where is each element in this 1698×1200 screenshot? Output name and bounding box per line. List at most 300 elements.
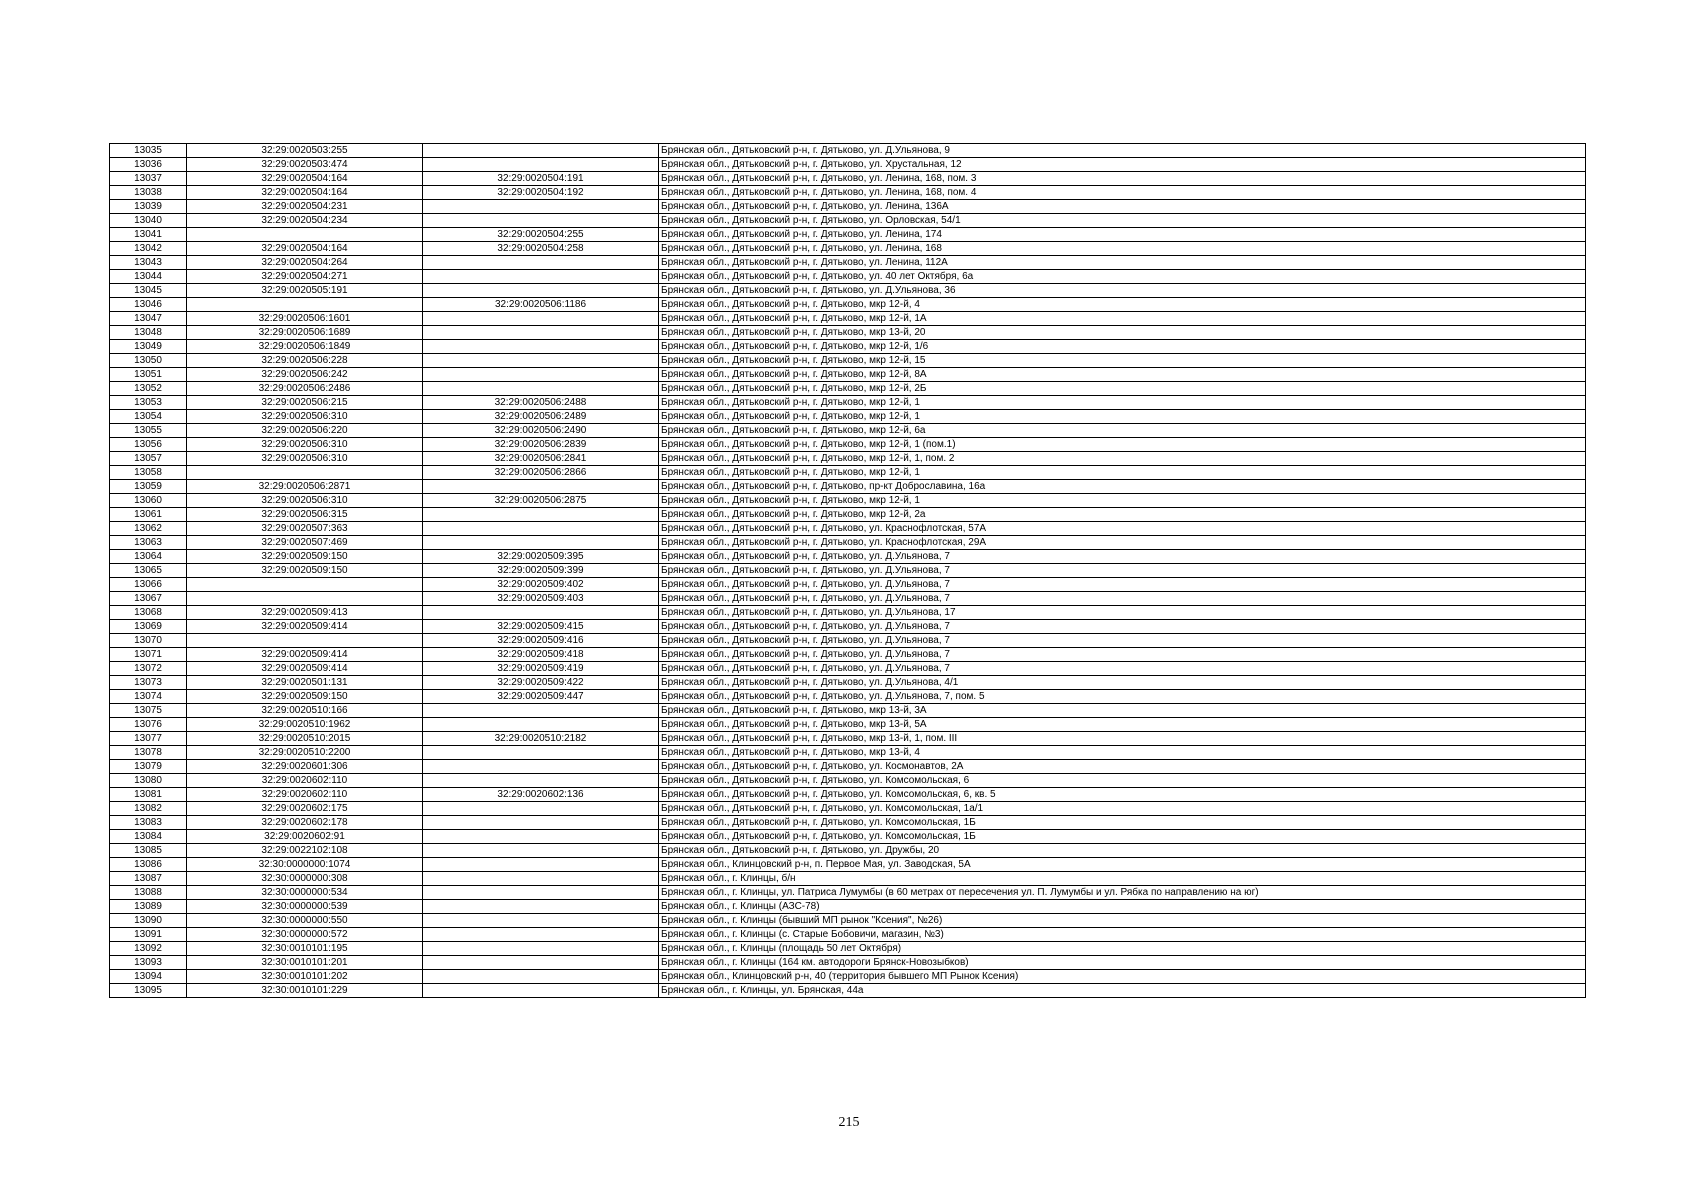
cadastral-number-cell: [187, 228, 423, 242]
address-cell: Брянская обл., г. Клинцы, ул. Патриса Лумумбы (в 60 метрах от пересечения ул. П. Лумумбы и ул. Рябка по направлению на юг): [659, 886, 1586, 900]
object-cadastral-number-cell: [423, 844, 659, 858]
object-cadastral-number-cell: 32:29:0020506:2488: [423, 396, 659, 410]
row-number-cell: 13067: [110, 592, 187, 606]
cadastral-number-cell: 32:29:0020506:315: [187, 508, 423, 522]
cadastral-number-cell: 32:29:0020506:310: [187, 410, 423, 424]
object-cadastral-number-cell: [423, 270, 659, 284]
row-number-cell: 13048: [110, 326, 187, 340]
address-cell: Брянская обл., Дятьковский р-н, г. Дятьково, ул. Хрустальная, 12: [659, 158, 1586, 172]
address-cell: Брянская обл., Дятьковский р-н, г. Дятьково, мкр 12-й, 8А: [659, 368, 1586, 382]
cadastral-number-cell: 32:30:0010101:229: [187, 984, 423, 998]
cadastral-number-cell: 32:29:0020510:2200: [187, 746, 423, 760]
row-number-cell: 13045: [110, 284, 187, 298]
object-cadastral-number-cell: [423, 956, 659, 970]
address-cell: Брянская обл., Дятьковский р-н, г. Дятьково, мкр 12-й, 1: [659, 396, 1586, 410]
object-cadastral-number-cell: [423, 886, 659, 900]
row-number-cell: 13082: [110, 802, 187, 816]
address-cell: Брянская обл., Дятьковский р-н, г. Дятьково, мкр 13-й, 5А: [659, 718, 1586, 732]
table-row: [110, 718, 1586, 732]
cadastral-number-cell: 32:29:0020506:220: [187, 424, 423, 438]
object-cadastral-number-cell: [423, 858, 659, 872]
table-row: [110, 746, 1586, 760]
row-number-cell: 13043: [110, 256, 187, 270]
object-cadastral-number-cell: [423, 368, 659, 382]
address-cell: Брянская обл., Дятьковский р-н, г. Дятьково, мкр 12-й, 1/6: [659, 340, 1586, 354]
object-cadastral-number-cell: [423, 816, 659, 830]
table-row: [110, 984, 1586, 998]
row-number-cell: 13058: [110, 466, 187, 480]
table-row: [110, 606, 1586, 620]
address-cell: Брянская обл., Дятьковский р-н, г. Дятьково, ул. Д.Ульянова, 7, пом. 5: [659, 690, 1586, 704]
row-number-cell: 13035: [110, 144, 187, 158]
address-cell: Брянская обл., г. Клинцы (бывший МП рынок "Ксения", №26): [659, 914, 1586, 928]
object-cadastral-number-cell: 32:29:0020509:415: [423, 620, 659, 634]
table-row: [110, 578, 1586, 592]
row-number-cell: 13071: [110, 648, 187, 662]
object-cadastral-number-cell: [423, 354, 659, 368]
address-cell: Брянская обл., Дятьковский р-н, г. Дятьково, ул. Ленина, 136А: [659, 200, 1586, 214]
cadastral-number-cell: 32:29:0020506:310: [187, 452, 423, 466]
row-number-cell: 13059: [110, 480, 187, 494]
row-number-cell: 13094: [110, 970, 187, 984]
object-cadastral-number-cell: [423, 326, 659, 340]
cadastral-number-cell: 32:30:0000000:539: [187, 900, 423, 914]
address-cell: Брянская обл., Дятьковский р-н, г. Дятьково, мкр 12-й, 4: [659, 298, 1586, 312]
table-row: [110, 662, 1586, 676]
address-cell: Брянская обл., г. Клинцы, ул. Брянская, 44а: [659, 984, 1586, 998]
row-number-cell: 13073: [110, 676, 187, 690]
table-row: [110, 858, 1586, 872]
table-row: [110, 760, 1586, 774]
cadastral-number-cell: 32:29:0020602:178: [187, 816, 423, 830]
row-number-cell: 13081: [110, 788, 187, 802]
object-cadastral-number-cell: 32:29:0020509:403: [423, 592, 659, 606]
row-number-cell: 13053: [110, 396, 187, 410]
address-cell: Брянская обл., Дятьковский р-н, г. Дятьково, ул. Д.Ульянова, 7: [659, 648, 1586, 662]
cadastral-number-cell: 32:29:0022102:108: [187, 844, 423, 858]
table-row: [110, 816, 1586, 830]
table-row: [110, 200, 1586, 214]
row-number-cell: 13062: [110, 522, 187, 536]
object-cadastral-number-cell: [423, 508, 659, 522]
row-number-cell: 13049: [110, 340, 187, 354]
cadastral-number-cell: 32:29:0020509:150: [187, 690, 423, 704]
address-cell: Брянская обл., Дятьковский р-н, г. Дятьково, ул. Краснофлотская, 57А: [659, 522, 1586, 536]
object-cadastral-number-cell: 32:29:0020602:136: [423, 788, 659, 802]
object-cadastral-number-cell: 32:29:0020509:447: [423, 690, 659, 704]
object-cadastral-number-cell: 32:29:0020506:2489: [423, 410, 659, 424]
address-cell: Брянская обл., Дятьковский р-н, г. Дятьково, мкр 13-й, 3А: [659, 704, 1586, 718]
object-cadastral-number-cell: [423, 214, 659, 228]
row-number-cell: 13083: [110, 816, 187, 830]
table-row: [110, 564, 1586, 578]
table-row: [110, 228, 1586, 242]
address-cell: Брянская обл., Дятьковский р-н, г. Дятьково, ул. Д.Ульянова, 7: [659, 662, 1586, 676]
object-cadastral-number-cell: [423, 928, 659, 942]
row-number-cell: 13077: [110, 732, 187, 746]
cadastral-number-cell: 32:29:0020506:310: [187, 494, 423, 508]
row-number-cell: 13086: [110, 858, 187, 872]
cadastral-number-cell: 32:29:0020507:363: [187, 522, 423, 536]
table-row: [110, 914, 1586, 928]
table-row: [110, 368, 1586, 382]
object-cadastral-number-cell: [423, 536, 659, 550]
address-cell: Брянская обл., г. Клинцы, б/н: [659, 872, 1586, 886]
table-row: [110, 158, 1586, 172]
address-cell: Брянская обл., Дятьковский р-н, г. Дятьково, ул. Д.Ульянова, 7: [659, 620, 1586, 634]
table-row: [110, 830, 1586, 844]
table-row: [110, 284, 1586, 298]
address-cell: Брянская обл., Дятьковский р-н, г. Дятьково, мкр 12-й, 2Б: [659, 382, 1586, 396]
row-number-cell: 13085: [110, 844, 187, 858]
address-cell: Брянская обл., Дятьковский р-н, г. Дятьково, ул. Дружбы, 20: [659, 844, 1586, 858]
cadastral-number-cell: 32:30:0000000:550: [187, 914, 423, 928]
cadastral-number-cell: 32:30:0000000:534: [187, 886, 423, 900]
address-cell: Брянская обл., Дятьковский р-н, г. Дятьково, мкр 12-й, 1: [659, 410, 1586, 424]
address-cell: Брянская обл., Дятьковский р-н, г. Дятьково, мкр 12-й, 1: [659, 466, 1586, 480]
cadastral-number-cell: 32:29:0020510:166: [187, 704, 423, 718]
row-number-cell: 13064: [110, 550, 187, 564]
object-cadastral-number-cell: 32:29:0020509:418: [423, 648, 659, 662]
row-number-cell: 13072: [110, 662, 187, 676]
table-row: [110, 522, 1586, 536]
cadastral-number-cell: 32:30:0010101:202: [187, 970, 423, 984]
object-cadastral-number-cell: [423, 704, 659, 718]
row-number-cell: 13093: [110, 956, 187, 970]
cadastral-number-cell: 32:29:0020504:271: [187, 270, 423, 284]
row-number-cell: 13044: [110, 270, 187, 284]
table-row: [110, 186, 1586, 200]
cadastral-number-cell: 32:29:0020506:1601: [187, 312, 423, 326]
cadastral-number-cell: 32:30:0000000:572: [187, 928, 423, 942]
object-cadastral-number-cell: [423, 200, 659, 214]
row-number-cell: 13038: [110, 186, 187, 200]
cadastral-number-cell: 32:29:0020501:131: [187, 676, 423, 690]
object-cadastral-number-cell: 32:29:0020506:2875: [423, 494, 659, 508]
cadastral-number-cell: 32:29:0020509:150: [187, 564, 423, 578]
row-number-cell: 13061: [110, 508, 187, 522]
cadastral-number-cell: 32:29:0020509:414: [187, 662, 423, 676]
table-row: [110, 732, 1586, 746]
address-cell: Брянская обл., Дятьковский р-н, г. Дятьково, ул. Д.Ульянова, 7: [659, 564, 1586, 578]
cadastral-number-cell: 32:29:0020504:164: [187, 186, 423, 200]
object-cadastral-number-cell: [423, 900, 659, 914]
object-cadastral-number-cell: [423, 606, 659, 620]
cadastral-number-cell: [187, 634, 423, 648]
row-number-cell: 13075: [110, 704, 187, 718]
table-row: [110, 410, 1586, 424]
row-number-cell: 13074: [110, 690, 187, 704]
table-row: [110, 592, 1586, 606]
cadastral-number-cell: 32:29:0020601:306: [187, 760, 423, 774]
object-cadastral-number-cell: [423, 340, 659, 354]
object-cadastral-number-cell: [423, 746, 659, 760]
row-number-cell: 13037: [110, 172, 187, 186]
row-number-cell: 13054: [110, 410, 187, 424]
row-number-cell: 13046: [110, 298, 187, 312]
cadastral-number-cell: 32:29:0020506:215: [187, 396, 423, 410]
row-number-cell: 13065: [110, 564, 187, 578]
address-cell: Брянская обл., Дятьковский р-н, г. Дятьково, мкр 12-й, 15: [659, 354, 1586, 368]
row-number-cell: 13052: [110, 382, 187, 396]
table-row: [110, 452, 1586, 466]
row-number-cell: 13066: [110, 578, 187, 592]
table-row: [110, 550, 1586, 564]
object-cadastral-number-cell: [423, 382, 659, 396]
table-row: [110, 494, 1586, 508]
cadastral-number-cell: 32:29:0020509:413: [187, 606, 423, 620]
address-cell: Брянская обл., Дятьковский р-н, г. Дятьково, мкр 12-й, 1 (пом.1): [659, 438, 1586, 452]
address-cell: Брянская обл., Дятьковский р-н, г. Дятьково, ул. Комсомольская, 1а/1: [659, 802, 1586, 816]
row-number-cell: 13057: [110, 452, 187, 466]
row-number-cell: 13047: [110, 312, 187, 326]
address-cell: Брянская обл., Дятьковский р-н, г. Дятьково, пр-кт Доброславина, 16а: [659, 480, 1586, 494]
cadastral-number-cell: 32:29:0020506:310: [187, 438, 423, 452]
row-number-cell: 13092: [110, 942, 187, 956]
table-row: [110, 242, 1586, 256]
object-cadastral-number-cell: 32:29:0020506:2839: [423, 438, 659, 452]
object-cadastral-number-cell: [423, 760, 659, 774]
address-cell: Брянская обл., Дятьковский р-н, г. Дятьково, ул. Космонавтов, 2А: [659, 760, 1586, 774]
table-row: [110, 270, 1586, 284]
address-cell: Брянская обл., г. Клинцы (АЗС-78): [659, 900, 1586, 914]
table-row: [110, 480, 1586, 494]
cadastral-number-cell: 32:29:0020504:164: [187, 242, 423, 256]
cadastral-number-cell: 32:29:0020506:242: [187, 368, 423, 382]
table-row: [110, 620, 1586, 634]
object-cadastral-number-cell: 32:29:0020506:2866: [423, 466, 659, 480]
table-row: [110, 872, 1586, 886]
object-cadastral-number-cell: [423, 942, 659, 956]
object-cadastral-number-cell: 32:29:0020509:422: [423, 676, 659, 690]
cadastral-number-cell: 32:29:0020504:231: [187, 200, 423, 214]
table-row: [110, 340, 1586, 354]
row-number-cell: 13051: [110, 368, 187, 382]
object-cadastral-number-cell: [423, 144, 659, 158]
address-cell: Брянская обл., Дятьковский р-н, г. Дятьково, ул. Комсомольская, 1Б: [659, 830, 1586, 844]
cadastral-number-cell: 32:30:0000000:1074: [187, 858, 423, 872]
address-cell: Брянская обл., Дятьковский р-н, г. Дятьково, ул. Ленина, 174: [659, 228, 1586, 242]
cadastral-number-cell: 32:30:0010101:201: [187, 956, 423, 970]
address-cell: Брянская обл., Дятьковский р-н, г. Дятьково, мкр 12-й, 2а: [659, 508, 1586, 522]
row-number-cell: 13070: [110, 634, 187, 648]
cadastral-number-cell: 32:29:0020602:110: [187, 774, 423, 788]
table-row: [110, 214, 1586, 228]
row-number-cell: 13076: [110, 718, 187, 732]
address-cell: Брянская обл., Дятьковский р-н, г. Дятьково, ул. Краснофлотская, 29А: [659, 536, 1586, 550]
table-row: [110, 312, 1586, 326]
address-cell: Брянская обл., Клинцовский р-н, п. Первое Мая, ул. Заводская, 5А: [659, 858, 1586, 872]
address-cell: Брянская обл., Дятьковский р-н, г. Дятьково, ул. Ленина, 168, пом. 3: [659, 172, 1586, 186]
address-cell: Брянская обл., Дятьковский р-н, г. Дятьково, ул. Д.Ульянова, 4/1: [659, 676, 1586, 690]
cadastral-number-cell: 32:29:0020503:255: [187, 144, 423, 158]
object-cadastral-number-cell: 32:29:0020504:191: [423, 172, 659, 186]
cadastral-number-cell: 32:29:0020509:414: [187, 620, 423, 634]
table-row: [110, 424, 1586, 438]
cadastral-number-cell: 32:30:0000000:308: [187, 872, 423, 886]
registry-table: [109, 143, 1586, 998]
object-cadastral-number-cell: [423, 774, 659, 788]
object-cadastral-number-cell: 32:29:0020509:419: [423, 662, 659, 676]
object-cadastral-number-cell: [423, 256, 659, 270]
address-cell: Брянская обл., Дятьковский р-н, г. Дятьково, ул. Д.Ульянова, 7: [659, 550, 1586, 564]
table-row: [110, 298, 1586, 312]
object-cadastral-number-cell: 32:29:0020510:2182: [423, 732, 659, 746]
cadastral-number-cell: [187, 466, 423, 480]
cadastral-number-cell: 32:29:0020510:1962: [187, 718, 423, 732]
address-cell: Брянская обл., Дятьковский р-н, г. Дятьково, ул. 40 лет Октября, 6а: [659, 270, 1586, 284]
object-cadastral-number-cell: 32:29:0020509:416: [423, 634, 659, 648]
row-number-cell: 13055: [110, 424, 187, 438]
row-number-cell: 13068: [110, 606, 187, 620]
address-cell: Брянская обл., Дятьковский р-н, г. Дятьково, мкр 13-й, 1, пом. III: [659, 732, 1586, 746]
address-cell: Брянская обл., Дятьковский р-н, г. Дятьково, ул. Д.Ульянова, 17: [659, 606, 1586, 620]
object-cadastral-number-cell: [423, 872, 659, 886]
row-number-cell: 13041: [110, 228, 187, 242]
table-row: [110, 802, 1586, 816]
object-cadastral-number-cell: [423, 522, 659, 536]
address-cell: Брянская обл., Дятьковский р-н, г. Дятьково, мкр 12-й, 1: [659, 494, 1586, 508]
address-cell: Брянская обл., Дятьковский р-н, г. Дятьково, ул. Орловская, 54/1: [659, 214, 1586, 228]
object-cadastral-number-cell: 32:29:0020506:1186: [423, 298, 659, 312]
cadastral-number-cell: 32:29:0020506:1689: [187, 326, 423, 340]
object-cadastral-number-cell: 32:29:0020504:255: [423, 228, 659, 242]
cadastral-number-cell: 32:29:0020504:234: [187, 214, 423, 228]
row-number-cell: 13063: [110, 536, 187, 550]
cadastral-number-cell: 32:29:0020506:1849: [187, 340, 423, 354]
row-number-cell: 13042: [110, 242, 187, 256]
cadastral-number-cell: 32:29:0020506:228: [187, 354, 423, 368]
cadastral-number-cell: 32:30:0010101:195: [187, 942, 423, 956]
row-number-cell: 13084: [110, 830, 187, 844]
address-cell: Брянская обл., Дятьковский р-н, г. Дятьково, ул. Ленина, 168: [659, 242, 1586, 256]
object-cadastral-number-cell: 32:29:0020504:192: [423, 186, 659, 200]
table-row: [110, 704, 1586, 718]
address-cell: Брянская обл., Дятьковский р-н, г. Дятьково, ул. Ленина, 112А: [659, 256, 1586, 270]
object-cadastral-number-cell: [423, 284, 659, 298]
object-cadastral-number-cell: 32:29:0020506:2841: [423, 452, 659, 466]
address-cell: Брянская обл., Клинцовский р-н, 40 (территория бывшего МП Рынок Ксения): [659, 970, 1586, 984]
object-cadastral-number-cell: 32:29:0020509:395: [423, 550, 659, 564]
address-cell: Брянская обл., Дятьковский р-н, г. Дятьково, ул. Д.Ульянова, 9: [659, 144, 1586, 158]
table-row: [110, 466, 1586, 480]
table-row: [110, 508, 1586, 522]
address-cell: Брянская обл., г. Клинцы (площадь 50 лет Октября): [659, 942, 1586, 956]
address-cell: Брянская обл., г. Клинцы (164 км. автодороги Брянск-Новозыбков): [659, 956, 1586, 970]
page-number: 215: [838, 1115, 860, 1130]
cadastral-number-cell: [187, 592, 423, 606]
object-cadastral-number-cell: [423, 914, 659, 928]
table-row: [110, 690, 1586, 704]
cadastral-number-cell: 32:29:0020503:474: [187, 158, 423, 172]
row-number-cell: 13090: [110, 914, 187, 928]
cadastral-number-cell: 32:29:0020506:2486: [187, 382, 423, 396]
table-row: [110, 172, 1586, 186]
object-cadastral-number-cell: [423, 158, 659, 172]
object-cadastral-number-cell: [423, 830, 659, 844]
cadastral-number-cell: 32:29:0020602:91: [187, 830, 423, 844]
address-cell: Брянская обл., Дятьковский р-н, г. Дятьково, мкр 13-й, 4: [659, 746, 1586, 760]
row-number-cell: 13050: [110, 354, 187, 368]
table-row: [110, 438, 1586, 452]
object-cadastral-number-cell: 32:29:0020506:2490: [423, 424, 659, 438]
table-row: [110, 900, 1586, 914]
address-cell: Брянская обл., Дятьковский р-н, г. Дятьково, мкр 12-й, 6а: [659, 424, 1586, 438]
object-cadastral-number-cell: [423, 802, 659, 816]
table-row: [110, 382, 1586, 396]
cadastral-number-cell: 32:29:0020509:150: [187, 550, 423, 564]
object-cadastral-number-cell: [423, 984, 659, 998]
row-number-cell: 13080: [110, 774, 187, 788]
row-number-cell: 13091: [110, 928, 187, 942]
object-cadastral-number-cell: 32:29:0020509:402: [423, 578, 659, 592]
table-row: [110, 144, 1586, 158]
table-row: [110, 326, 1586, 340]
table-row: [110, 844, 1586, 858]
registry-table-body: [110, 144, 1586, 998]
row-number-cell: 13060: [110, 494, 187, 508]
table-row: [110, 648, 1586, 662]
row-number-cell: 13036: [110, 158, 187, 172]
address-cell: Брянская обл., Дятьковский р-н, г. Дятьково, мкр 13-й, 20: [659, 326, 1586, 340]
address-cell: Брянская обл., Дятьковский р-н, г. Дятьково, ул. Д.Ульянова, 7: [659, 634, 1586, 648]
cadastral-number-cell: 32:29:0020509:414: [187, 648, 423, 662]
table-row: [110, 886, 1586, 900]
cadastral-number-cell: 32:29:0020504:164: [187, 172, 423, 186]
object-cadastral-number-cell: 32:29:0020509:399: [423, 564, 659, 578]
row-number-cell: 13040: [110, 214, 187, 228]
cadastral-number-cell: 32:29:0020507:469: [187, 536, 423, 550]
table-row: [110, 942, 1586, 956]
row-number-cell: 13088: [110, 886, 187, 900]
table-row: [110, 970, 1586, 984]
row-number-cell: 13087: [110, 872, 187, 886]
row-number-cell: 13039: [110, 200, 187, 214]
object-cadastral-number-cell: [423, 312, 659, 326]
row-number-cell: 13078: [110, 746, 187, 760]
address-cell: Брянская обл., Дятьковский р-н, г. Дятьково, ул. Д.Ульянова, 36: [659, 284, 1586, 298]
cadastral-number-cell: [187, 578, 423, 592]
address-cell: Брянская обл., Дятьковский р-н, г. Дятьково, ул. Комсомольская, 6, кв. 5: [659, 788, 1586, 802]
table-row: [110, 354, 1586, 368]
table-row: [110, 634, 1586, 648]
object-cadastral-number-cell: [423, 970, 659, 984]
cadastral-number-cell: 32:29:0020602:110: [187, 788, 423, 802]
address-cell: Брянская обл., Дятьковский р-н, г. Дятьково, мкр 12-й, 1А: [659, 312, 1586, 326]
cadastral-number-cell: 32:29:0020602:175: [187, 802, 423, 816]
row-number-cell: 13056: [110, 438, 187, 452]
table-row: [110, 956, 1586, 970]
table-row: [110, 928, 1586, 942]
object-cadastral-number-cell: 32:29:0020504:258: [423, 242, 659, 256]
object-cadastral-number-cell: [423, 718, 659, 732]
address-cell: Брянская обл., Дятьковский р-н, г. Дятьково, ул. Ленина, 168, пом. 4: [659, 186, 1586, 200]
table-row: [110, 676, 1586, 690]
table-row: [110, 256, 1586, 270]
table-row: [110, 536, 1586, 550]
cadastral-number-cell: 32:29:0020510:2015: [187, 732, 423, 746]
address-cell: Брянская обл., Дятьковский р-н, г. Дятьково, ул. Комсомольская, 1Б: [659, 816, 1586, 830]
address-cell: Брянская обл., г. Клинцы (с. Старые Бобовичи, магазин, №3): [659, 928, 1586, 942]
row-number-cell: 13089: [110, 900, 187, 914]
cadastral-number-cell: 32:29:0020504:264: [187, 256, 423, 270]
row-number-cell: 13069: [110, 620, 187, 634]
cadastral-number-cell: 32:29:0020505:191: [187, 284, 423, 298]
table-row: [110, 396, 1586, 410]
object-cadastral-number-cell: [423, 480, 659, 494]
address-cell: Брянская обл., Дятьковский р-н, г. Дятьково, ул. Д.Ульянова, 7: [659, 592, 1586, 606]
address-cell: Брянская обл., Дятьковский р-н, г. Дятьково, ул. Комсомольская, 6: [659, 774, 1586, 788]
